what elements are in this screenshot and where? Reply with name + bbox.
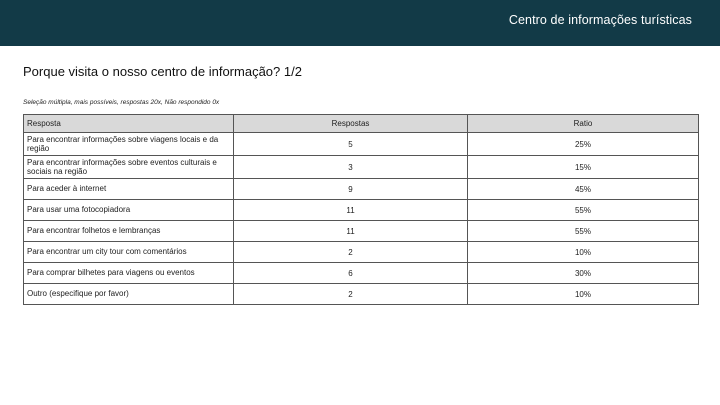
table-row: [24, 179, 699, 200]
table-row: [24, 263, 699, 284]
table-row: [24, 242, 699, 263]
ratio-cell: 25%: [468, 133, 699, 156]
answer-cell: Para usar uma fotocopiadora: [24, 200, 234, 221]
answer-cell: Para encontrar um city tour com comentários: [24, 242, 234, 263]
column-header-count: Respostas: [234, 115, 468, 133]
table-row: [24, 133, 699, 156]
answer-cell: Para encontrar informações sobre eventos culturais e sociais na região: [24, 156, 234, 179]
answer-cell: Para encontrar folhetos e lembranças: [24, 221, 234, 242]
count-cell: 2: [234, 284, 468, 305]
slide-title: Porque visita o nosso centro de informação? 1/2: [23, 64, 302, 79]
count-cell: 5: [234, 133, 468, 156]
column-header-ratio: Ratio: [468, 115, 699, 133]
ratio-cell: 55%: [468, 221, 699, 242]
answer-cell: Para comprar bilhetes para viagens ou eventos: [24, 263, 234, 284]
ratio-cell: 30%: [468, 263, 699, 284]
slide-subtitle: Seleção múltipla, mais possíveis, respostas 20x, Não respondido 0x: [23, 99, 220, 106]
table-row: [24, 156, 699, 179]
ratio-cell: 45%: [468, 179, 699, 200]
table-header-row: [24, 115, 699, 133]
results-table: [23, 114, 699, 305]
count-cell: 9: [234, 179, 468, 200]
ratio-cell: 10%: [468, 284, 699, 305]
table-row: [24, 221, 699, 242]
answer-cell: Outro (especifique por favor): [24, 284, 234, 305]
count-cell: 11: [234, 200, 468, 221]
column-header-answer: Resposta: [24, 115, 234, 133]
ratio-cell: 10%: [468, 242, 699, 263]
count-cell: 6: [234, 263, 468, 284]
count-cell: 2: [234, 242, 468, 263]
count-cell: 11: [234, 221, 468, 242]
ratio-cell: 15%: [468, 156, 699, 179]
count-cell: 3: [234, 156, 468, 179]
header-title: Centro de informações turísticas: [508, 13, 692, 27]
table-row: [24, 200, 699, 221]
answer-cell: Para aceder à internet: [24, 179, 234, 200]
header-bar: [0, 0, 720, 46]
answer-cell: Para encontrar informações sobre viagens locais e da região: [24, 133, 234, 156]
ratio-cell: 55%: [468, 200, 699, 221]
table-row: [24, 284, 699, 305]
